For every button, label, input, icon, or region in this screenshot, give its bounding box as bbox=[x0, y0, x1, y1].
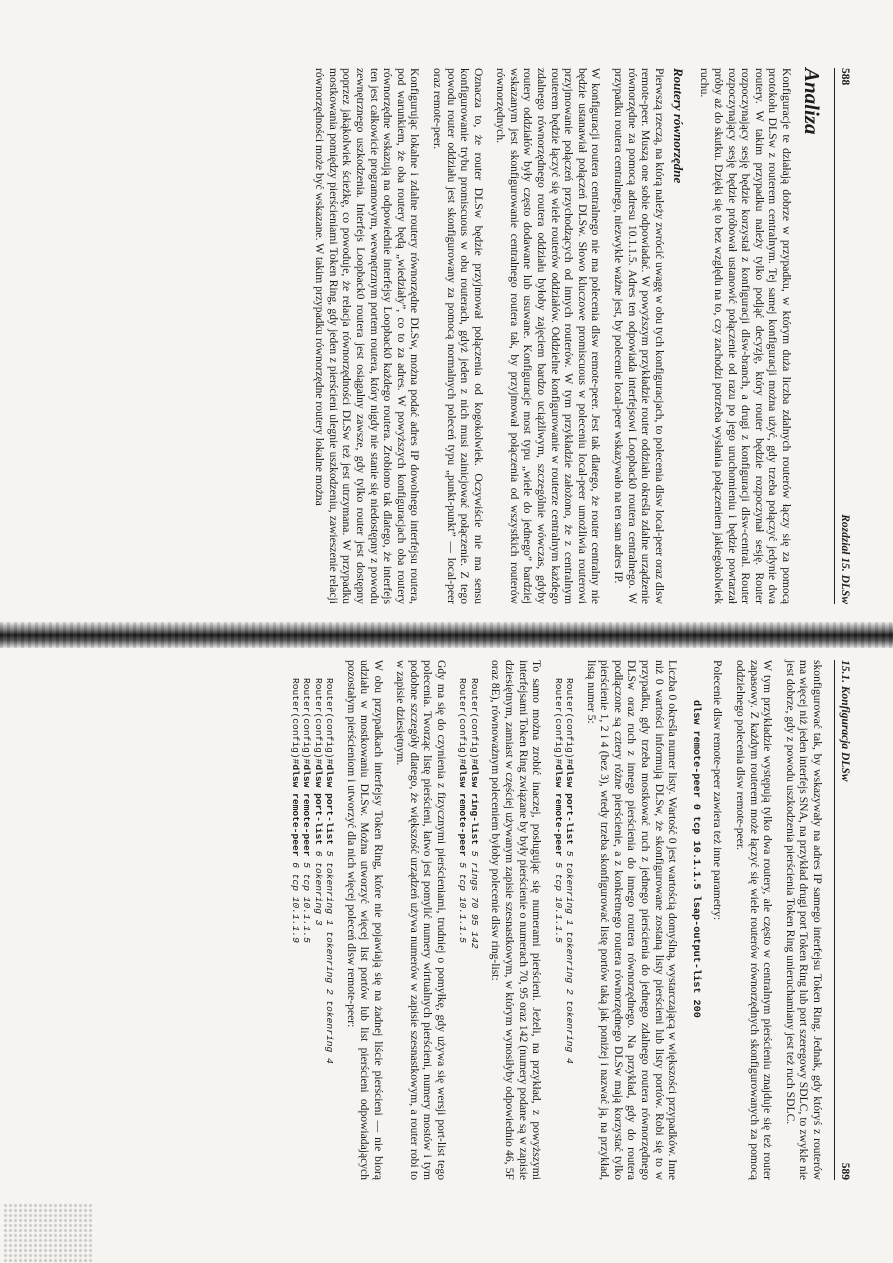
left-page bbox=[33, 68, 853, 604]
left-page-header bbox=[834, 68, 853, 604]
right-page-header bbox=[834, 660, 853, 1180]
section-heading-analiza: Analiza bbox=[800, 68, 824, 135]
code-line bbox=[312, 678, 323, 1180]
code-command: dlsw port-list bbox=[312, 764, 324, 851]
code-line bbox=[301, 678, 312, 1180]
paragraph: Gdy ma się do czynienia z fizycznymi pierścieniami, trudniej o pomyłkę, gdy używa się wersji port-list tego polecenia. Tworząc listę pierścieni, łatwo jest pomylić numery wirtualnych pierścieni, numery mostów i tym podobne szczegóły dlatego, że większość urządzeń używa numerów w zapisie szesnastkowym, a router robi to w zapisie dziesiętnym. bbox=[394, 660, 449, 1180]
code-prompt: Router(config)# bbox=[468, 678, 480, 765]
code-prompt: Router(config)# bbox=[323, 678, 335, 765]
code-command: dlsw remote-peer bbox=[552, 764, 564, 863]
binding-texture bbox=[0, 622, 893, 648]
subsection-heading-routery: Routery równorzędne bbox=[670, 68, 686, 184]
paragraph: W konfiguracji routera centralnego nie ma polecenia dlsw remote-peer. Jest tak dlatego, że router centralny nie będzie ustanawiał połączeń DLSw. Słowo kluczowe promiscuous w poleceniu local-peer umożliwia routerowi przyjmowanie połączeń przychodzących od innych routerów. W tym przykładzie założono, że z centralnym routerem będzie łączyć się wiele routerów oddziałów. Oddzielne konfigurowanie w routerze centralnym każdego zdalnego równorzędnego routera oddziału byłoby zajęciem bardzo uciążliwym, szczególnie wówczas, gdyby routery oddziałów były często dodawane lub usuwane. Konfiguracje most typu „wiele do jednego” bardziej wskazanym jest skonfigurowanie centralnego routera tak, by przyjmował połączenia od wszystkich routerów równorzędnych. bbox=[494, 68, 603, 604]
book-binding-shadow bbox=[0, 622, 893, 648]
code-command: dlsw port-list bbox=[323, 764, 335, 851]
paragraph: skonfigurować tak, by wskazywały na adres IP samego interfejsu Token Ring. Jednak, gdy któryś z routerów ma więcej niż jeden interfejs SNA, na przykład drugi port Token Ring lub port szeregowy SDLC, to zwykle nie jest dobrze, gdy z powodu uszkodzenia pierścienia Token Ring unieruchamiany jest też ruch SDLC. bbox=[783, 660, 824, 1180]
paragraph: Pierwszą rzeczą, na którą należy zwrócić uwagę w obu tych konfiguracjach, to polecenia dlsw local-peer oraz dlsw remote-peer. Muszą one sobie odpowiadać. W powyższym przykładzie router oddziału określa zdalne urządzenie równorzędne za pomocą adresu 10.1.1.5. Adres ten odpowiada interfejsowi Loopback0 routera centralnego. W przypadku routera centralnego, niezwykle ważne jest, by polecenie local-peer wskazywało na ten sam adres IP. bbox=[612, 68, 666, 604]
code-prompt: Router(config)# bbox=[301, 678, 313, 765]
paragraph: Liczba 0 określa numer listy. Wartość 0 jest wartością domyślną, wystarczającą w większości przypadków. Inne niż 0 wartości informują DLSw, że skonfigurowane zostaną listy pierścieni lub listy portów. Robi się to w przypadku, gdy trzeba mostkować ruch z jednego pierścienia do jednego zdalnego routera równorzędnego DLSw oraz ruch z innego pierścienia do innego routera równorzędnego. Na przykład, gdy do routera podłączone są cztery różne pierścienie, a z konkretnego routera równorzędnego DLSw mają korzystać tylko pierścienie 1, 2 i 4 (bez 3), wtedy trzeba skonfigurować listę portów taką jak poniżej i nazwać ją, na przykład, listą numer 5: bbox=[584, 660, 680, 1180]
code-prompt: Router(config)# bbox=[564, 678, 576, 765]
paragraph: To samo można zrobić inaczej, posługując się numerami pierścieni. Jeżeli, na przykład, z powyższymi interfejsami Token Ring związane by były pierścienie o numerach 70, 95 oraz 142 (numery podane są w zapisie dziesiętnym, zamiast w częściej używanym zapisie szesnastkowym, w którym wynosiłyby odpowiednio 46, 5F oraz 8E), równoważnym poleceniem byłoby polecenie dlsw ring-list: bbox=[489, 660, 544, 1180]
code-line bbox=[289, 678, 300, 1180]
code-command: dlsw remote-peer bbox=[457, 764, 469, 863]
code-line bbox=[564, 678, 575, 1180]
running-title-left: Rozdział 15. DLSw bbox=[839, 514, 851, 604]
scan-noise bbox=[3, 1203, 93, 1263]
code-line bbox=[457, 678, 468, 1180]
code-prompt: Router(config)# bbox=[552, 678, 564, 765]
paragraph: Oznacza to, że router DLSw będzie przyjmował połączenia od kogokolwiek. Oczywiście nie ma sensu konfigurowanie trybu promiscuous w obu routerach, gdyż jeden z nich musi zainicjować połączenie. Z tego powodu router oddziału jest skonfigurowany za pomocą normalnych poleceń typu „punkt-punkt” — local-peer oraz remote-peer. bbox=[430, 68, 485, 604]
code-prompt: Router(config)# bbox=[289, 678, 301, 765]
code-command: dlsw port-list bbox=[564, 764, 576, 851]
paragraph: Konfiguracje te działają dobrze w przypadku, w którym duża liczba zdalnych routerów łączy się za pomocą protokołu DLSw z routerem centralnym. Tej samej konfiguracji można użyć, gdy trzeba połączyć jedynie dwa routery. W takim przypadku należy tylko podjąć decyzję, który router będzie rozpoczynał sesję. Router rozpoczynający sesję będzie korzystał z konfiguracji dlsw-branch, a drugi z konfiguracji dlsw-central. Router rozpoczynający sesję będzie próbował ustanowić połączenie od razu po jego uruchomieniu i będzie powtarzał próby aż do skutku. Dzięki się to bez względu na to, czy zachodzi potrzeba wysłania połączeniem jakiegokolwiek ruchu. bbox=[698, 68, 793, 604]
paragraph: Polecenie dlsw remote-peer zawiera też inne parametry: bbox=[711, 660, 725, 921]
paragraph: W tym przykładzie występują tylko dwa routery, ale często w centralnym pierścieniu znajduje się też router zapasowy. Z każdym routerem może łączyć się wiele routerów równorzędnych skonfigurowanych za pomocą oddzielnego polecenia dlsw remote-peer. bbox=[734, 660, 775, 1180]
running-title-right: 15.1. Konfiguracja DLSw bbox=[839, 660, 851, 782]
code-line bbox=[552, 678, 563, 1180]
code-line bbox=[469, 678, 480, 1180]
code-arguments: 5 tcp 10.1.1.5 bbox=[301, 862, 313, 943]
right-page bbox=[33, 660, 853, 1180]
code-block-ring-list bbox=[457, 678, 480, 1180]
code-arguments: 5 tcp 10.1.1.5 bbox=[457, 862, 469, 943]
code-block-multiple-lists bbox=[289, 678, 335, 1180]
paragraph: W obu przypadkach interfejsy Token Ring, które nie pojawiają się na żadnej liście pierścieni — nie biorą udziału w mostkowaniu DLSw. Można utworzyć więcej list portów lub list pierścieni odpowiadających pozostałym pierścieniom i utworzyć dla nich więcej poleceń dlsw remote-peer: bbox=[344, 660, 385, 1180]
code-example-remote-peer: dlsw remote-peer 0 tcp 10.1.1.5 lsap-output-list 200 bbox=[689, 700, 701, 1018]
code-arguments: 5 rings 70 95 142 bbox=[468, 850, 480, 949]
code-arguments: 5 tcp 10.1.1.5 bbox=[552, 862, 564, 943]
code-arguments: 6 tokenring 3 bbox=[312, 850, 324, 926]
code-prompt: Router(config)# bbox=[312, 678, 324, 765]
code-arguments: 5 tokenring 1 tokenring 2 tokenring 4 bbox=[323, 850, 335, 1064]
code-prompt: Router(config)# bbox=[457, 678, 469, 765]
code-arguments: 6 tcp 10.1.1.9 bbox=[289, 862, 301, 943]
code-command: dlsw remote-peer bbox=[289, 764, 301, 863]
code-arguments: 5 tokenring 1 tokenring 2 tokenring 4 bbox=[564, 850, 576, 1064]
page-number-right: 589 bbox=[839, 1162, 851, 1180]
paragraph: Konfigurując lokalne i zdalne routery równorzędne DLSw, można podać adres IP dowolnego interfejsu routera, pod warunkiem, że oba routery będą „wiedziały”, co to za adres. W powyższych konfiguracjach oba routery równorzędne wskazują na odpowiednie interfejsy Loopback0 każdego routera. Zrobiono tak dlatego, że interfejs ten jest całkowicie programowym, wewnętrznym portem routera, który nigdy nie stanie się niedostępny z powodu zewnętrznego uszkodzenia. Interfejs Loopback0 routera jest osiągalny zawsze, gdy tylko router jest dostępny poprzez jakąkolwiek ścieżkę, co powoduje, że relacja równorzędności DLSw też jest utrzymana. W przypadku mostkowania pomiędzy pierścieniami Token Ring, gdy jeden z pierścieni ulegnie uszkodzeniu, zawieszenie relacji równorzędności może być wskazane. W takim przypadku równorzędne routery lokalne można bbox=[313, 68, 422, 604]
code-command: dlsw ring-list bbox=[468, 764, 480, 851]
code-block-port-list bbox=[552, 678, 575, 1180]
code-line bbox=[324, 678, 335, 1180]
code-command: dlsw remote-peer bbox=[301, 764, 313, 863]
page-number-left: 588 bbox=[839, 68, 851, 86]
